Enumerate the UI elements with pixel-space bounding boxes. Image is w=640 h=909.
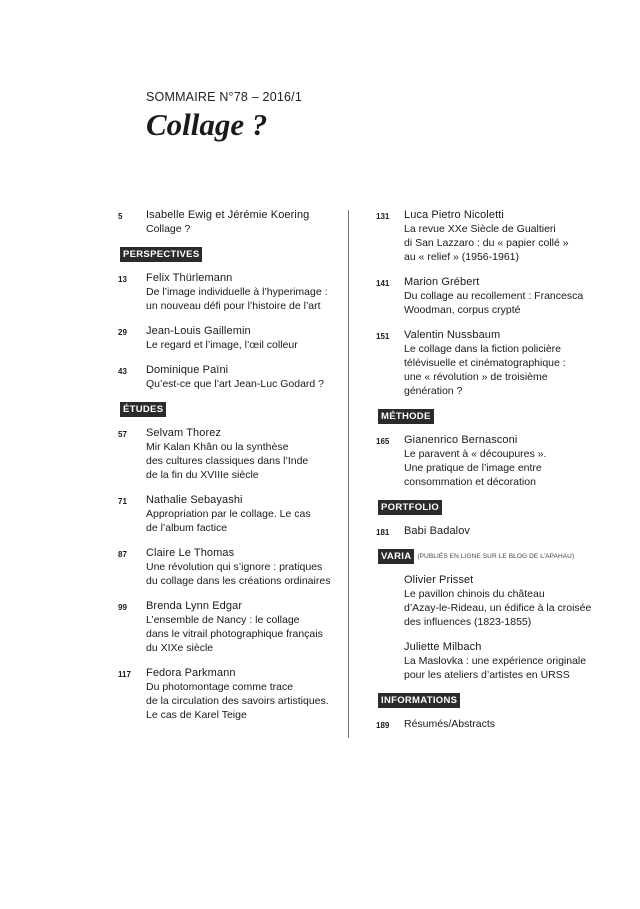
entry-title-line: de la circulation des savoirs artistiques. [146, 695, 329, 707]
page-number: 181 [376, 528, 390, 537]
column-divider [348, 210, 349, 738]
entry-author: Isabelle Ewig et Jérémie Koering [146, 209, 310, 221]
section-label: MÉTHODE [378, 409, 434, 424]
entry-title-line: De l’image individuelle à l’hyperimage : [146, 286, 328, 298]
perspectives-list [112, 271, 337, 391]
section-varia [378, 549, 605, 564]
entry-author: Felix Thürlemann [146, 272, 233, 284]
page-number: 57 [118, 430, 127, 439]
toc-entry[interactable] [370, 524, 605, 538]
entry-author: Gianenrico Bernasconi [404, 434, 518, 446]
methode-list [370, 433, 605, 489]
page-number: 99 [118, 603, 127, 612]
entry-title-line: Résumés/Abstracts [404, 718, 496, 730]
section-label: INFORMATIONS [378, 693, 460, 708]
entry-title-line: génération ? [404, 385, 463, 397]
right-column [370, 208, 605, 742]
toc-entry[interactable] [112, 493, 337, 535]
entry-author: Jean-Louis Gaillemin [146, 325, 251, 337]
toc-entry[interactable] [370, 328, 605, 398]
entry-title-line: du collage dans les créations ordinaires [146, 575, 331, 587]
page-number: 29 [118, 328, 127, 337]
page-number: 131 [376, 212, 390, 221]
entry-title-line: L’ensemble de Nancy : le collage [146, 614, 300, 626]
section-label: VARIA [378, 549, 414, 564]
section-label: PERSPECTIVES [120, 247, 202, 262]
entry-title-line: Woodman, corpus crypté [404, 304, 521, 316]
entry-author: Claire Le Thomas [146, 547, 235, 559]
entry-title-line: une « révolution » de troisième [404, 371, 548, 383]
page-number: 87 [118, 550, 127, 559]
entry-author: Babi Badalov [404, 525, 471, 537]
entry-title-line: du XIXe siècle [146, 642, 214, 654]
entry-title-line: au « relief » (1956-1961) [404, 251, 519, 263]
entry-title-line: Le collage dans la fiction policière [404, 343, 562, 355]
section-label: PORTFOLIO [378, 500, 442, 515]
entry-author: Olivier Prisset [404, 574, 474, 586]
entry-title-line: Le cas de Karel Teige [146, 709, 247, 721]
entry-title-line: Collage ? [146, 223, 191, 235]
entry-title-line: pour les ateliers d’artistes en URSS [404, 669, 570, 681]
toc-entry[interactable] [112, 546, 337, 588]
toc-entry[interactable] [370, 433, 605, 489]
page-number: 189 [376, 721, 390, 730]
entry-author: Juliette Milbach [404, 641, 482, 653]
entry-title-line: dans le vitrail photographique français [146, 628, 323, 640]
entry-title-line: di San Lazzaro : du « papier collé » [404, 237, 569, 249]
right-top-list [370, 208, 605, 398]
page-number: 151 [376, 332, 390, 341]
toc-entry[interactable] [112, 666, 337, 722]
entry-author: Brenda Lynn Edgar [146, 600, 243, 612]
toc-entry[interactable] [370, 717, 605, 731]
entry-title-line: d’Azay-le-Rideau, un édifice à la croisée [404, 602, 592, 614]
page-number: 71 [118, 497, 127, 506]
entry-author: Selvam Thorez [146, 427, 222, 439]
entry-author: Valentin Nussbaum [404, 329, 501, 341]
entry-title-line: Du collage au recollement : Francesca [404, 290, 584, 302]
varia-note: (PUBLIÉS EN LIGNE SUR LE BLOG DE L’APAHAU) [417, 553, 575, 560]
etudes-list [112, 426, 337, 722]
page-number: 117 [118, 670, 131, 679]
entry-title-line: La Maslovka : une expérience originale [404, 655, 587, 667]
entry-title-line: La revue XXe Siècle de Gualtieri [404, 223, 556, 235]
toc-entry[interactable] [112, 208, 337, 236]
entry-author: Fedora Parkmann [146, 667, 236, 679]
entry-title-line: consommation et décoration [404, 476, 536, 488]
toc-entry[interactable] [112, 426, 337, 482]
toc-entry[interactable] [370, 640, 605, 682]
section-methode [378, 409, 605, 424]
page-number: 5 [118, 212, 123, 221]
entry-title-line: Une pratique de l’image entre [404, 462, 542, 474]
toc-entry[interactable] [112, 271, 337, 313]
section-label: ÉTUDES [120, 402, 166, 417]
page-number: 43 [118, 367, 127, 376]
page-number: 141 [376, 279, 390, 288]
entry-author: Dominique Païni [146, 364, 229, 376]
entry-title-line: Appropriation par le collage. Le cas [146, 508, 311, 520]
toc-entry[interactable] [112, 363, 337, 391]
toc-entry[interactable] [370, 275, 605, 317]
portfolio-list [370, 524, 605, 538]
section-perspectives [120, 247, 337, 262]
entry-author: Nathalie Sebayashi [146, 494, 243, 506]
masthead [146, 90, 302, 143]
entry-title-line: des influences (1823-1855) [404, 616, 532, 628]
entry-title-line: Qu’est-ce que l’art Jean-Luc Godard ? [146, 378, 325, 390]
section-portfolio [378, 500, 605, 515]
toc-entry[interactable] [112, 599, 337, 655]
informations-list [370, 717, 605, 731]
left-column [112, 208, 337, 733]
entry-title-line: Mir Kalan Khân ou la synthèse [146, 441, 289, 453]
page-number: 13 [118, 275, 127, 284]
issue-title: Collage ? [146, 107, 268, 142]
toc-entry[interactable] [370, 573, 605, 629]
toc-entry[interactable] [370, 208, 605, 264]
entry-title-line: de l’album factice [146, 522, 228, 534]
section-etudes [120, 402, 337, 417]
section-informations [378, 693, 605, 708]
issue-kicker: SOMMAIRE N°78 – 2016/1 [146, 90, 302, 104]
entry-title-line: Le paravent à « découpures ». [404, 448, 547, 460]
entry-author: Luca Pietro Nicoletti [404, 209, 504, 221]
entry-author: Marion Grébert [404, 276, 480, 288]
entry-title-line: Le regard et l’image, l’œil colleur [146, 339, 298, 351]
toc-entry[interactable] [112, 324, 337, 352]
entry-title-line: de la fin du XVIIIe siècle [146, 469, 259, 481]
entry-title-line: Du photomontage comme trace [146, 681, 294, 693]
entry-title-line: Une révolution qui s’ignore : pratiques [146, 561, 323, 573]
varia-list [370, 573, 605, 682]
entry-title-line: télévisuelle et cinématographique : [404, 357, 566, 369]
page-number: 165 [376, 437, 390, 446]
entry-title-line: des cultures classiques dans l’Inde [146, 455, 309, 467]
entry-title-line: Le pavillon chinois du château [404, 588, 545, 600]
entry-title-line: un nouveau défi pour l’histoire de l’art [146, 300, 321, 312]
